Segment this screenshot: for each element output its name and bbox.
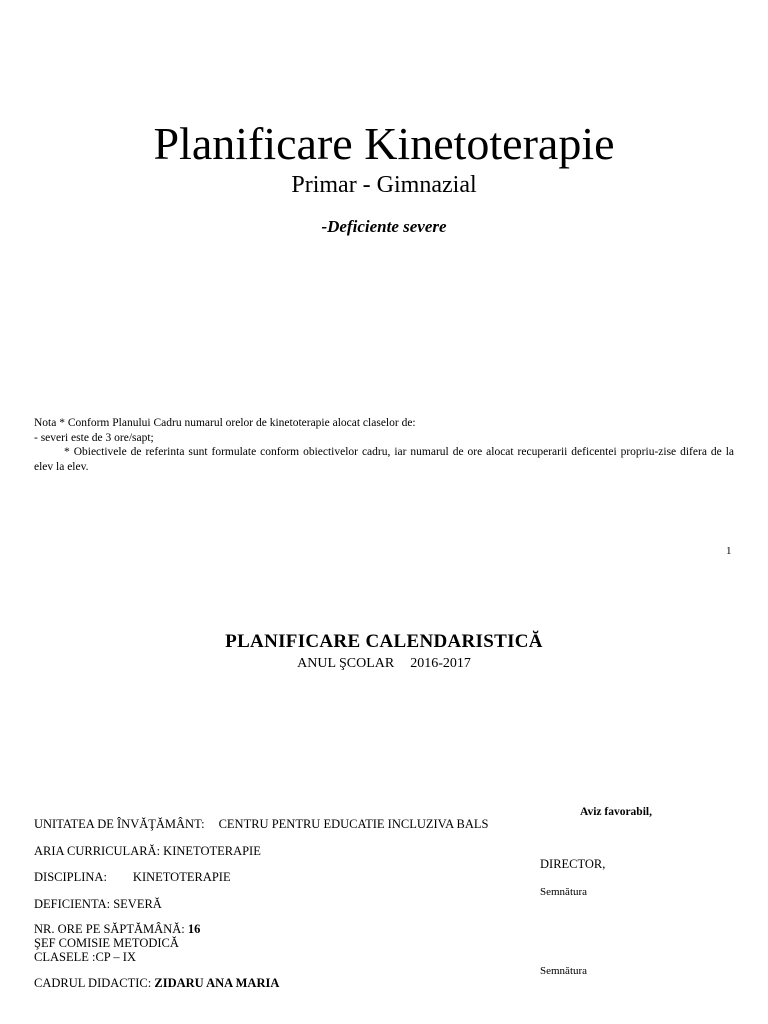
- document-title: Planificare Kinetoterapie: [153, 118, 615, 169]
- note-line-3: * Obiectivele de referinta sunt formulate conform obiectivelor cadru, iar numarul de ore alocat recuperarii deficentei propriu-zise difera de la elev la elev.: [34, 446, 734, 473]
- approval-aviz: Aviz favorabil,: [580, 806, 652, 818]
- approval-signature-2: Semnătura: [540, 965, 588, 977]
- field-hours-value: 16: [187, 922, 201, 936]
- field-committee: ŞEF COMISIE METODICĂ: [34, 936, 179, 950]
- field-teacher-label: CADRUL DIDACTIC:: [34, 976, 152, 990]
- school-year: [0, 655, 768, 673]
- approval-director: DIRECTOR,: [540, 857, 606, 871]
- document-tagline: -Deficiente severe: [321, 217, 447, 236]
- field-area: ARIA CURRICULARĂ: KINETOTERAPIE: [34, 844, 261, 858]
- field-hours: [34, 922, 200, 936]
- page-number: 1: [726, 545, 732, 557]
- note-block: [34, 416, 734, 474]
- note-line-1: Nota * Conform Planului Cadru numarul orelor de kinetoterapie alocat claselor de:: [34, 417, 416, 429]
- field-hours-label: NR. ORE PE SĂPTĂMÂNĂ:: [34, 922, 185, 936]
- field-unit: [34, 817, 489, 831]
- document-subtitle: Primar - Gimnazial: [291, 172, 477, 198]
- field-discipline-value: KINETOTERAPIE: [132, 870, 231, 884]
- field-teacher-value: ZIDARU ANA MARIA: [154, 976, 280, 990]
- field-discipline: [34, 870, 231, 884]
- note-line-2: - severi este de 3 ore/sapt;: [34, 431, 154, 444]
- field-discipline-label: DISCIPLINA:: [34, 870, 107, 884]
- field-classes: CLASELE :CP – IX: [34, 950, 136, 964]
- field-deficiency: DEFICIENTA: SEVERĂ: [34, 897, 162, 911]
- calendar-title: PLANIFICARE CALENDARISTICĂ: [225, 631, 543, 652]
- field-unit-label: UNITATEA DE ÎNVĂŢĂMÂNT:: [34, 817, 205, 831]
- school-year-value: 2016-2017: [410, 656, 471, 671]
- field-unit-value: CENTRU PENTRU EDUCATIE INCLUZIVA BALS: [218, 817, 489, 831]
- school-year-label: ANUL ŞCOLAR: [297, 656, 395, 671]
- field-teacher: [34, 976, 279, 990]
- approval-signature-1: Semnătura: [540, 886, 588, 898]
